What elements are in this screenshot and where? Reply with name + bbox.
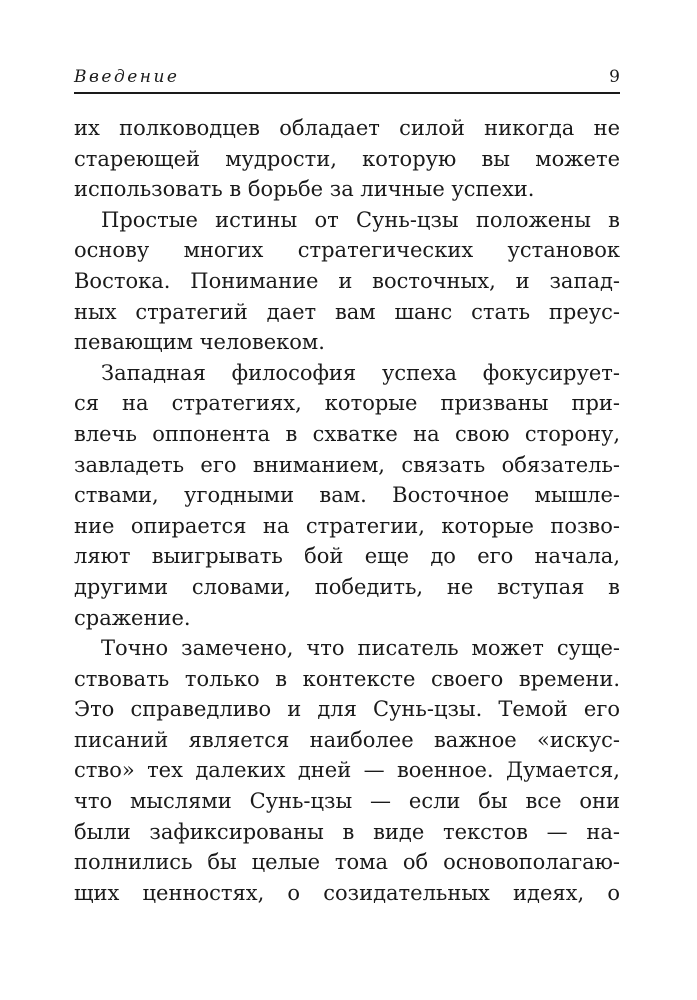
text-line: ных стратегий дает вам шанс стать преус- <box>74 299 620 324</box>
section-title: Введение <box>74 67 180 87</box>
text-line: щих ценностях, о созидательных идеях, о <box>74 880 620 905</box>
text-line: писаний является наиболее важное «искус- <box>74 727 620 752</box>
running-header <box>74 66 620 94</box>
text-line: ние опирается на стратегии, которые позво- <box>74 513 620 538</box>
text-line: стареющей мудрости, которую вы можете <box>74 146 620 171</box>
text-line: Востока. Понимание и восточных, и запад- <box>74 268 620 293</box>
text-line: ствовать только в контексте своего времени. <box>74 666 620 691</box>
paragraph-first-line: Простые истины от Сунь-цзы положены в <box>101 207 620 232</box>
text-line: ствами, угодными вам. Восточное мышле- <box>74 483 620 508</box>
text-line: влечь оппонента в схватке на свою сторону, <box>74 421 620 446</box>
paragraph-first-line: Западная философия успеха фокусирует- <box>101 360 620 385</box>
paragraph-first-line: Точно замечено, что писатель может суще- <box>101 636 620 661</box>
text-line: ляют выигрывать бой еще до его начала, <box>74 544 620 569</box>
body-text <box>74 113 620 908</box>
text-line: другими словами, победить, не вступая в <box>74 574 620 599</box>
text-line: основу многих стратегических установок <box>74 238 620 263</box>
text-line: ся на стратегиях, которые призваны при- <box>74 391 620 416</box>
text-line: певающим человеком. <box>74 330 325 355</box>
text-line: завладеть его вниманием, связать обязатель- <box>74 452 620 477</box>
text-line: Это справедливо и для Сунь-цзы. Темой его <box>74 697 620 722</box>
text-line: их полководцев обладает силой никогда не <box>74 116 620 140</box>
text-line: полнились бы целые тома об основополагаю- <box>74 850 620 875</box>
text-line: что мыслями Сунь-цзы — если бы все они <box>74 789 620 814</box>
text-line: использовать в борьбе за личные успехи. <box>74 177 535 202</box>
text-line: были зафиксированы в виде текстов — на- <box>74 819 620 844</box>
text-line: ство» тех далеких дней — военное. Думается, <box>74 758 620 783</box>
page-number: 9 <box>609 67 620 87</box>
text-line: сражение. <box>74 605 191 630</box>
